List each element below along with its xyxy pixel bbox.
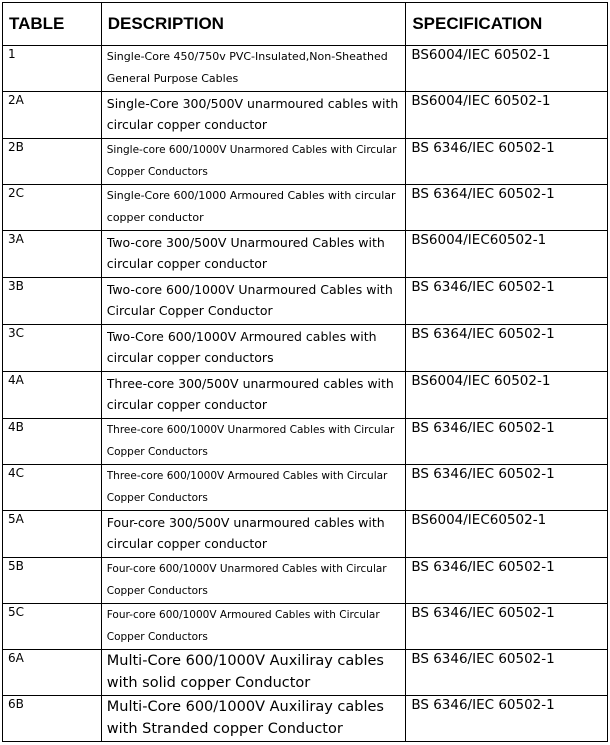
header-table: TABLE <box>3 3 102 46</box>
table-number-cell: 3B <box>3 278 102 325</box>
description-cell <box>101 185 406 231</box>
specification-cell: BS 6346/IEC 60502-1 <box>406 139 608 185</box>
description-cell <box>101 372 406 419</box>
table-number-cell: 3C <box>3 325 102 372</box>
description-cell <box>101 46 406 92</box>
table-row <box>3 558 608 604</box>
description-cell <box>101 650 406 696</box>
table-row <box>3 92 608 139</box>
description-line-1: Single-Core 600/1000 Armoured Cables with circular <box>106 189 396 202</box>
description-cell <box>101 419 406 465</box>
table-row <box>3 325 608 372</box>
table-body <box>3 46 608 742</box>
table-number-cell: 3A <box>3 231 102 278</box>
table-row <box>3 696 608 742</box>
description-cell <box>101 231 406 278</box>
table-row <box>3 231 608 278</box>
description-line-2: Copper Conductors <box>106 585 208 597</box>
description-line-2: circular copper conductors <box>106 350 274 365</box>
description-line-1: Single-Core 300/500V unarmoured cables with <box>106 96 399 111</box>
description-line-2: Copper Conductors <box>106 631 208 643</box>
description-line-1: Two-Core 600/1000V Armoured cables with <box>106 329 377 344</box>
table-number-cell: 2B <box>3 139 102 185</box>
table-row <box>3 650 608 696</box>
table-number-cell: 2C <box>3 185 102 231</box>
description-cell <box>101 325 406 372</box>
specification-cell: BS 6346/IEC 60502-1 <box>406 696 608 742</box>
specification-cell: BS 6346/IEC 60502-1 <box>406 465 608 511</box>
description-line-2: circular copper conductor <box>106 397 268 412</box>
table-number-cell: 4B <box>3 419 102 465</box>
header-row <box>3 3 608 46</box>
table-number-cell: 6A <box>3 650 102 696</box>
specification-cell: BS6004/IEC60502-1 <box>406 231 608 278</box>
description-line-2: circular copper conductor <box>106 256 268 271</box>
specification-cell: BS 6364/IEC 60502-1 <box>406 325 608 372</box>
description-line-1: Four-core 300/500V unarmoured cables with <box>106 515 385 530</box>
description-line-1: Single-Core 450/750v PVC-Insulated,Non-Sheathed <box>106 50 388 63</box>
description-cell <box>101 139 406 185</box>
description-cell <box>101 511 406 558</box>
description-line-1: Two-core 300/500V Unarmoured Cables with <box>106 235 385 250</box>
description-cell <box>101 278 406 325</box>
table-number-cell: 6B <box>3 696 102 742</box>
description-line-1: Four-core 600/1000V Unarmored Cables with Circular <box>106 563 387 575</box>
table-number-cell: 4A <box>3 372 102 419</box>
header-specification: SPECIFICATION <box>406 3 608 46</box>
specification-cell: BS 6346/IEC 60502-1 <box>406 558 608 604</box>
specification-cell: BS 6346/IEC 60502-1 <box>406 278 608 325</box>
table-number-cell: 5A <box>3 511 102 558</box>
description-cell <box>101 558 406 604</box>
table-row <box>3 465 608 511</box>
header-description: DESCRIPTION <box>101 3 406 46</box>
description-line-2: Circular Copper Conductor <box>106 303 273 318</box>
table-row <box>3 372 608 419</box>
specification-cell: BS 6346/IEC 60502-1 <box>406 604 608 650</box>
description-cell <box>101 465 406 511</box>
description-line-1: Multi-Core 600/1000V Auxiliray cables <box>106 699 384 715</box>
table-row <box>3 604 608 650</box>
table-row <box>3 46 608 92</box>
table-row <box>3 511 608 558</box>
description-line-1: Four-core 600/1000V Armoured Cables with Circular <box>106 609 380 621</box>
table-number-cell: 2A <box>3 92 102 139</box>
table-number-cell: 5B <box>3 558 102 604</box>
description-line-2: circular copper conductor <box>106 536 268 551</box>
description-line-1: Multi-Core 600/1000V Auxiliray cables <box>106 653 384 669</box>
description-cell <box>101 604 406 650</box>
cable-spec-table <box>2 2 608 742</box>
description-line-2: circular copper conductor <box>106 117 268 132</box>
specification-cell: BS6004/IEC 60502-1 <box>406 372 608 419</box>
table-number-cell: 4C <box>3 465 102 511</box>
description-line-2: Copper Conductors <box>106 446 208 458</box>
description-line-1: Three-core 300/500V unarmoured cables with <box>106 376 394 391</box>
description-line-1: Three-core 600/1000V Armoured Cables with Circular <box>106 470 388 482</box>
description-line-2: with Stranded copper Conductor <box>106 721 343 737</box>
description-line-2: General Purpose Cables <box>106 72 239 85</box>
description-line-1: Two-core 600/1000V Unarmoured Cables with <box>106 282 393 297</box>
description-cell <box>101 92 406 139</box>
specification-cell: BS6004/IEC60502-1 <box>406 511 608 558</box>
specification-cell: BS 6346/IEC 60502-1 <box>406 419 608 465</box>
table-number-cell: 5C <box>3 604 102 650</box>
description-line-2: copper conductor <box>106 211 204 224</box>
description-line-2: with solid copper Conductor <box>106 675 311 691</box>
table-row <box>3 278 608 325</box>
specification-cell: BS6004/IEC 60502-1 <box>406 92 608 139</box>
table-row <box>3 185 608 231</box>
table-number-cell: 1 <box>3 46 102 92</box>
description-line-2: Copper Conductors <box>106 166 208 178</box>
description-cell <box>101 696 406 742</box>
description-line-2: Copper Conductors <box>106 492 208 504</box>
description-line-1: Single-core 600/1000V Unarmored Cables with Circular <box>106 144 397 156</box>
description-line-1: Three-core 600/1000V Unarmored Cables with Circular <box>106 424 395 436</box>
specification-cell: BS 6364/IEC 60502-1 <box>406 185 608 231</box>
table-row <box>3 419 608 465</box>
specification-cell: BS 6346/IEC 60502-1 <box>406 650 608 696</box>
table-row <box>3 139 608 185</box>
specification-cell: BS6004/IEC 60502-1 <box>406 46 608 92</box>
